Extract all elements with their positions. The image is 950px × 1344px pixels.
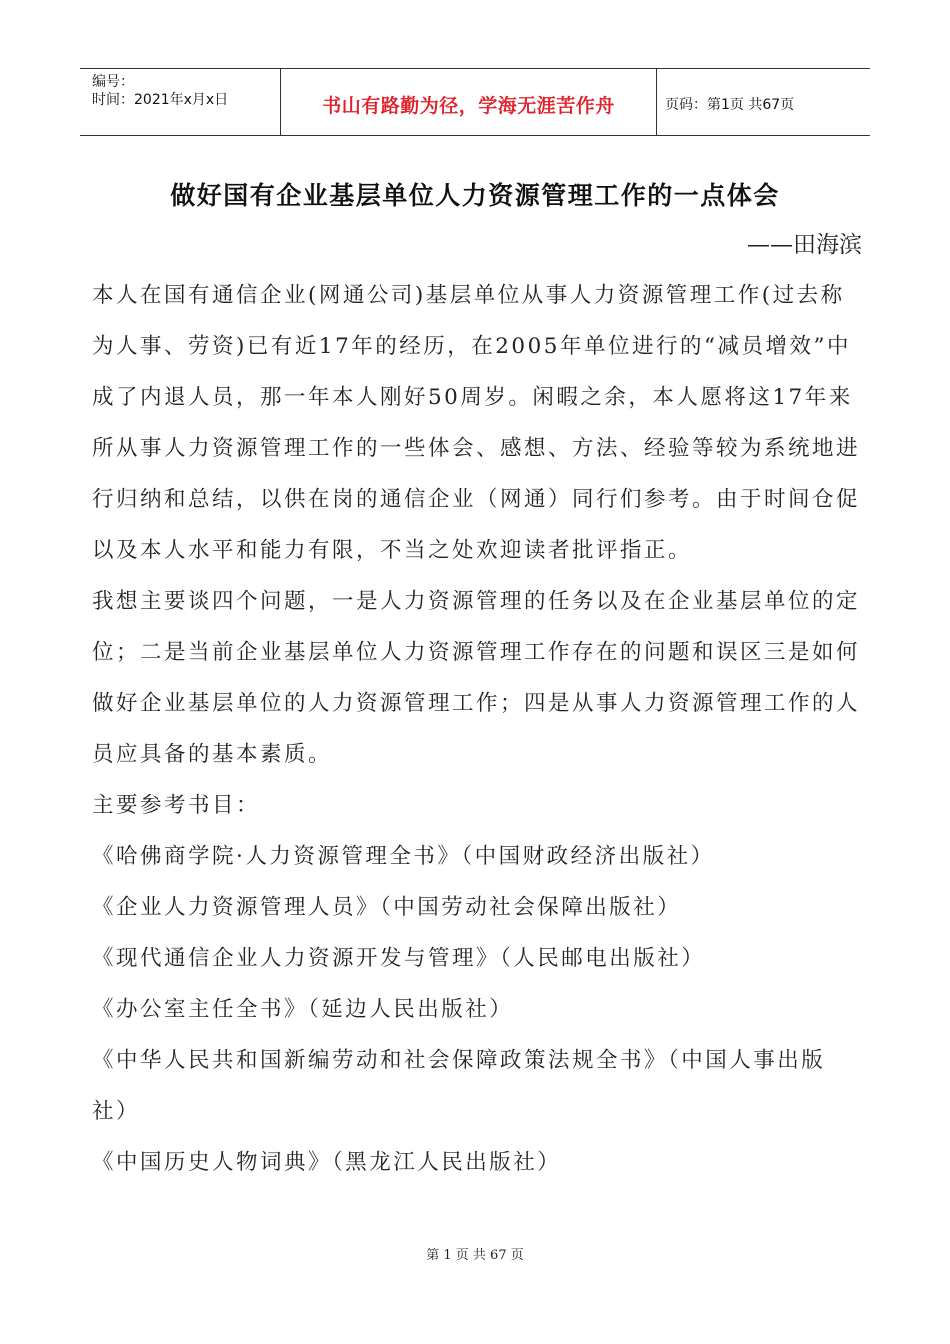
reference-item: 《企业人力资源管理人员》（中国劳动社会保障出版社）	[92, 895, 682, 920]
document-body	[92, 270, 862, 1188]
page-footer: 第 1 页 共 67 页	[426, 1248, 524, 1263]
reference-item: 《办公室主任全书》（延边人民出版社）	[92, 997, 514, 1022]
reference-item: 《中国历史人物词典》（黑龙江人民出版社）	[92, 1150, 562, 1175]
intro-paragraph: 本人在国有通信企业(网通公司)基层单位从事人力资源管理工作(过去称为人事、劳资)已有近17年的经历，在2005年单位进行的“减员增效”中成了内退人员，那一年本人刚好50周岁。闲暇之余，本人愿将这17年来所从事人力资源管理工作的一些体会、感想、方法、经验等较为系统地进行归纳和总结，以供在岗的通信企业（网通）同行们参考。由于时间仓促以及本人水平和能力有限，不当之处欢迎读者批评指正。	[92, 283, 861, 563]
header-motto-cell	[281, 69, 657, 135]
header-page-label: 页码：第1页 共67页	[665, 97, 795, 113]
document-number-label: 编号：	[92, 74, 134, 90]
document-header	[80, 68, 870, 136]
references-heading: 主要参考书目：	[92, 793, 261, 818]
reference-item: 《中华人民共和国新编劳动和社会保障政策法规全书》（中国人事出版社）	[92, 1048, 826, 1124]
document-time-label: 时间：2021年x月x日	[92, 92, 229, 108]
header-meta-cell	[80, 69, 281, 135]
document-author: ——田海滨	[747, 232, 862, 258]
reference-item: 《哈佛商学院·人力资源管理全书》（中国财政经济出版社）	[92, 844, 715, 869]
header-motto: 书山有路勤为径，学海无涯苦作舟	[322, 94, 615, 117]
reference-item: 《现代通信企业人力资源开发与管理》（人民邮电出版社）	[92, 946, 706, 971]
topics-paragraph: 我想主要谈四个问题，一是人力资源管理的任务以及在企业基层单位的定位；二是当前企业基层单位人力资源管理工作存在的问题和误区三是如何做好企业基层单位的人力资源管理工作；四是从事人力资源管理工作的人员应具备的基本素质。	[92, 589, 861, 767]
header-page-cell	[657, 69, 870, 135]
document-title: 做好国有企业基层单位人力资源管理工作的一点体会	[170, 181, 780, 210]
